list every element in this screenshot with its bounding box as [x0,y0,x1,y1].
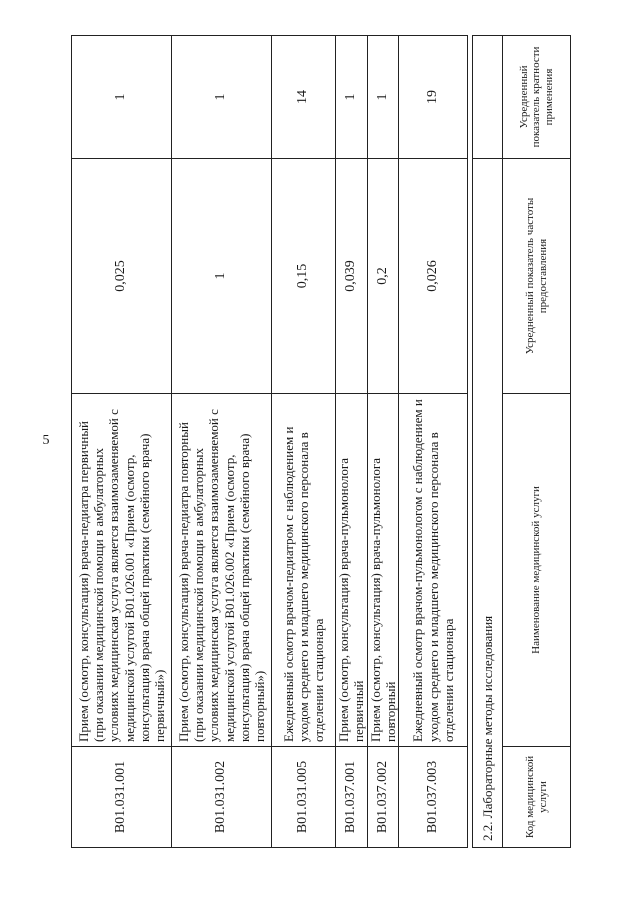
empty-cell [473,35,503,158]
table-row [272,36,336,848]
header-name: Наименование медицинской услуги [503,394,571,747]
table-row [72,36,172,848]
service-name: Прием (осмотр, консультация) врача-пульмонолога повторный [367,394,399,747]
service-code: B01.031.001 [72,747,172,848]
section-row [473,35,503,847]
table-row [399,36,468,848]
service-code: B01.037.003 [399,747,468,848]
service-code: B01.031.002 [172,747,272,848]
table-header-row [503,35,571,847]
service-name: Ежедневный осмотр врачом-педиатром с наблюдением и уходом среднего и младшего медицинского персонала в отделении стационара [272,394,336,747]
lab-methods-table [472,36,570,848]
service-name: Ежедневный осмотр врачом-пульмонологом с наблюдением и уходом среднего и младшего медицинского персонала в отделении стационара [399,394,468,747]
service-code: B01.031.005 [272,747,336,848]
service-multiplicity: 1 [172,36,272,159]
service-multiplicity: 1 [367,36,399,159]
service-multiplicity: 14 [272,36,336,159]
service-frequency: 0,025 [72,159,172,394]
section-title: 2.2. Лабораторные методы исследования [473,158,503,847]
service-name: Прием (осмотр, консультация) врача-педиатра первичный (при оказании медицинской помощи в амбулаторных условиях медицинская услуга является взаимозаменяемой с медицинской услугой B01.026.001 «Прием (осмотр, консультация) врача общей практики (семейного врача) первичный») [72,394,172,747]
service-code: B01.037.001 [336,747,368,848]
service-frequency: 0,2 [367,159,399,394]
service-multiplicity: 1 [72,36,172,159]
service-multiplicity: 19 [399,36,468,159]
table-row [172,36,272,848]
service-frequency: 0,15 [272,159,336,394]
header-frequency: Усредненный показатель частоты предоставления [503,158,571,393]
header-code: Код медицинской услуги [503,747,571,848]
service-name: Прием (осмотр, консультация) врача-педиатра повторный (при оказании медицинской помощи в амбулаторных условиях медицинская услуга является взаимозаменяемой с медицинской услугой B01.026.002 «Прием (осмотр, консультация) врача общей практики (семейного врача) повторный») [172,394,272,747]
service-frequency: 0,026 [399,159,468,394]
services-table [71,36,466,848]
service-multiplicity: 1 [336,36,368,159]
service-name: Прием (осмотр, консультация) врача-пульмонолога первичный [336,394,368,747]
table-row [367,36,399,848]
service-frequency: 1 [172,159,272,394]
page-number: 5 [42,433,50,448]
service-frequency: 0,039 [336,159,368,394]
table-row [336,36,368,848]
service-code: B01.037.002 [367,747,399,848]
header-multiplicity: Усредненный показатель кратности применения [503,35,571,158]
